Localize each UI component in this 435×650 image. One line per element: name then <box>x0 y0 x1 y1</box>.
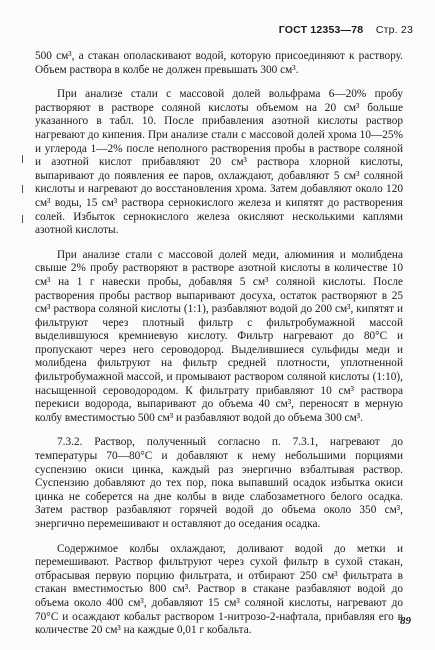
paragraph-filtration: Содержимое колбы охлаждают, доливают водой до метки и перемешивают. Раствор фильтруют через сухой фильтр в сухой стакан, отбрасывая первую порцию фильтрата, и отбирают 250 см³ фильтрата в стакан вместимостью 800 см³. Раствор в стакане разбавляют водой до объема около 400 см³, добавляют 15 см³ соляной кислоты, нагревают до 70°С и осаждают кобальт раствором 1-нитрозо-2-нафтала, прибавляя его в количестве 20 см³ на каждые 0,01 г кобальта. <box>35 542 403 637</box>
paragraph-7-3-2: 7.3.2. Раствор, полученный согласно п. 7.3.1, нагревают до температуры 70—80°С и добавляют к нему небольшими порциями суспензию окиси цинка, каждый раз энергично взбалтывая раствор. Суспензию добавляют до тех пор, пока выпавший осадок избытка окиси цинка не соберется на дне колбы в виде слабозаметного белого осадка. Затем раствор разбавляют горячей водой до объема около 350 см³, энергично перемешивают и оставляют до оседания осадка. <box>35 436 403 530</box>
margin-mark <box>22 185 23 193</box>
paragraph-tungsten: При анализе стали с массовой долей вольфрама 6—20% пробу растворяют в растворе соляной кислоты объемом на 20 см³ больше указанного в табл. 10. После прибавления азотной кислоты раствор нагревают до кипения. При анализе стали с массовой долей хрома 10—25% и углерода 1—2% после неполного растворения пробы в растворе соляной и азотной кислот прибавляют 20 см³ раствора хлорной кислоты, выпаривают до появления ее паров, охлаждают, добавляют 5 см³ соляной кислоты и нагревают до восстановления хрома. Затем добавляют около 120 см³ воды, 15 см³ раствора сернокислого железа и кипятят до растворения солей. Избыток сернокислого железа окисляют несколькими каплями азотной кислоты. <box>35 88 403 237</box>
page-label: Стр. 23 <box>375 24 413 36</box>
standard-number: ГОСТ 12353—78 <box>278 24 364 36</box>
body-text <box>35 50 403 638</box>
page-number: 89 <box>400 615 411 627</box>
paragraph-continuation: 500 см³, а стакан ополаскивают водой, которую присоединяют к раствору. Объем раствора в колбе не должен превышать 300 см³. <box>35 50 403 76</box>
paragraph-copper: При анализе стали с массовой долей меди, алюминия и молибдена свыше 2% пробу растворяют в растворе азотной кислоты в количестве 10 см³ на 1 г навески пробы, добавляя 5 см³ соляной кислоты. После растворения пробы раствор выпаривают досуха, остаток растворяют в 25 см³ раствора соляной кислоты (1:1), разбавляют водой до 200 см³, кипятят и фильтруют через плотный фильтр с фильтробумажной массой выделившуюся кремниевую кислоту. Фильтр нагревают до 80°С и пропускают через него сероводород. Выделившиеся сульфиды меди и молибдена фильтруют на фильтр средней плотности, уплотненной фильтробумажной массой, и промывают раствором соляной кислоты (1:10), насыщенной сероводородом. К фильтрату прибавляют 10 см³ раствора перекиси водорода, выпаривают до объема 40 см³, переносят в мерную колбу вместимостью 500 см³ и разбавляют водой до объема 300 см³. <box>35 248 403 424</box>
page-header <box>279 24 413 36</box>
margin-mark <box>22 155 23 163</box>
margin-mark <box>22 215 23 223</box>
